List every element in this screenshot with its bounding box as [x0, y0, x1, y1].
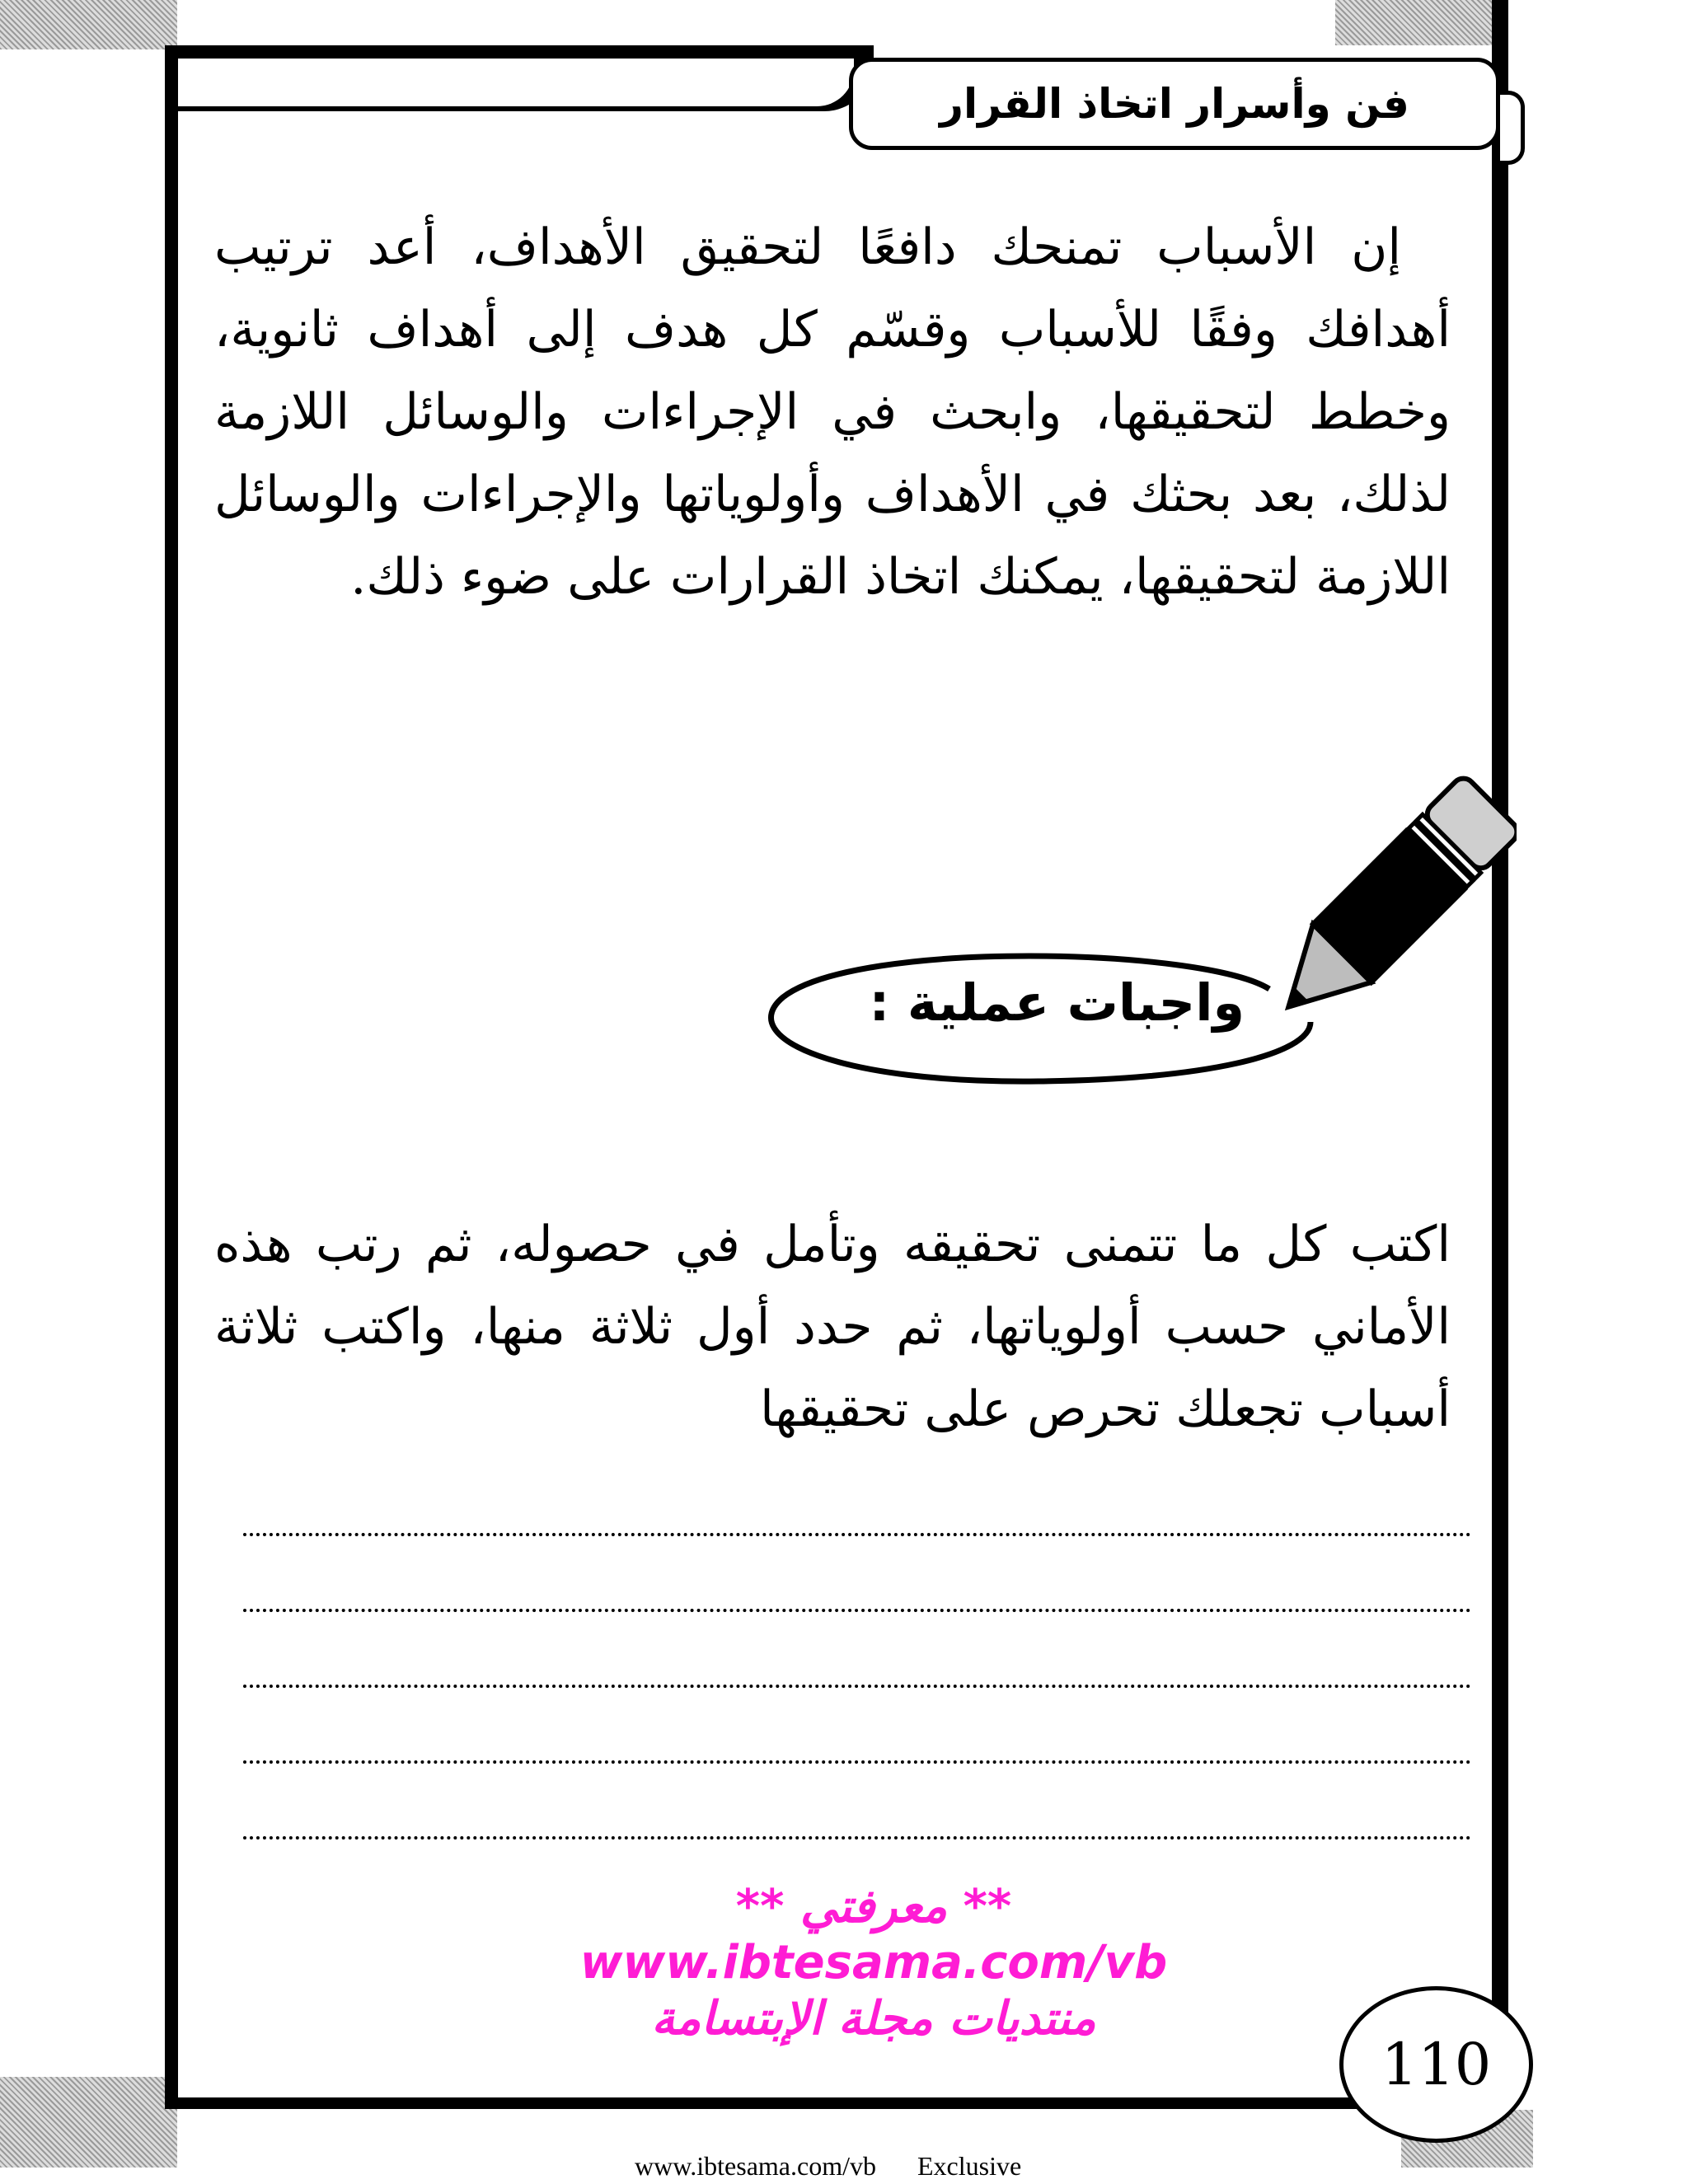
page-frame-right: [1492, 0, 1508, 2110]
page-frame-bottom: [165, 2097, 1508, 2109]
footer-label: Exclusive: [917, 2151, 1022, 2181]
answer-line[interactable]: [243, 1760, 1471, 1764]
page-frame-left: [165, 45, 178, 2106]
watermark-url: www.ibtesama.com/vb: [579, 1936, 1168, 1990]
watermark-line-1: ** معرفتي **: [735, 1880, 1012, 1933]
answer-line[interactable]: [243, 1836, 1471, 1840]
scan-grain-top-left: [0, 0, 177, 49]
page-frame-top-inner: [178, 59, 854, 106]
answer-lines: [243, 1533, 1471, 1912]
answer-line[interactable]: [243, 1609, 1471, 1612]
answer-line[interactable]: [243, 1533, 1471, 1536]
body-paragraph-1: [214, 206, 1451, 618]
footer: [577, 2151, 1319, 2182]
page-number-circle: [1339, 1986, 1533, 2143]
header-tab: [1500, 91, 1525, 165]
scan-grain-top-right: [1335, 0, 1496, 45]
body-paragraph-1-text: إن الأسباب تمنحك دافعًا لتحقيق الأهداف، أعد ترتيب أهدافك وفقًا للأسباب وقسّم كل هدف إلى أهداف ثانوية، وخطط لتحقيقها، وابحث في الإجراءات والوسائل اللازمة لذلك، بعد بحثك في الأهداف وأولوياتها والإجراءات والوسائل اللازمة لتحقيقها، يمكنك اتخاذ القرارات على ضوء ذلك.: [214, 218, 1451, 606]
section-title: واجبات عملية :: [869, 972, 1245, 1033]
answer-line[interactable]: [243, 1685, 1471, 1688]
page-number: 110: [1381, 2031, 1492, 2098]
book-title: فن وأسرار اتخاذ القرار: [940, 80, 1409, 128]
watermark: [462, 1879, 1286, 2047]
footer-url: www.ibtesama.com/vb: [635, 2151, 876, 2181]
running-header: [849, 58, 1500, 150]
scan-grain-bottom-left: [0, 2077, 177, 2168]
watermark-forum-name: منتديات مجلة الإبتسامة: [651, 1992, 1096, 2046]
exercise-paragraph: اكتب كل ما تتمنى تحقيقه وتأمل في حصوله، ثم رتب هذه الأماني حسب أولوياتها، ثم حدد أول ثلاثة منها، واكتب ثلاثة أسباب تجعلك تحرص على تحقيقها: [214, 1216, 1451, 1438]
